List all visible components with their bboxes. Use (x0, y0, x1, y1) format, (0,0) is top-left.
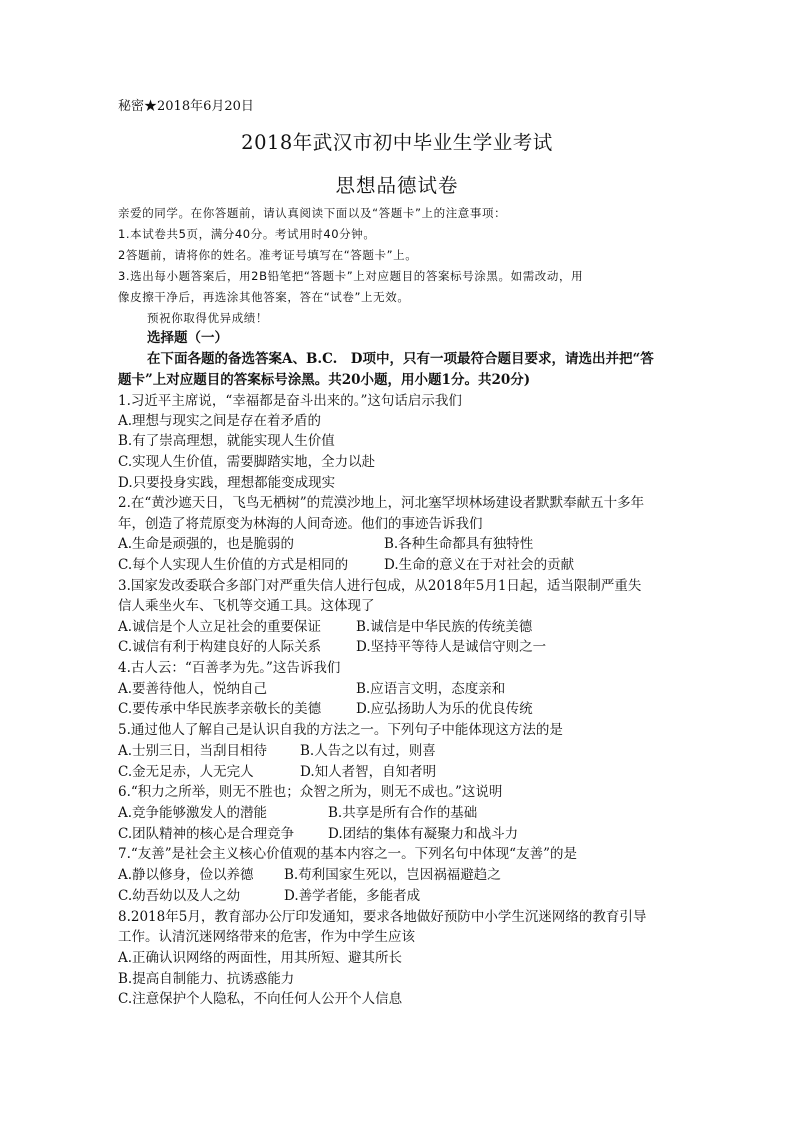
question-2-option-b: B.各种生命都具有独特性 (384, 536, 534, 552)
question-4-option-b: B.应语言文明，态度亲和 (356, 681, 506, 697)
question-4-option-a: A.要善待他人，悦纳自己 (118, 681, 268, 697)
exam-title: 2018年武汉市初中毕业生学业考试 (241, 131, 553, 154)
question-6-option-c: C.团队精神的核心是合理竞争 (118, 826, 295, 842)
question-5-option-b: B.人告之以有过，则喜 (300, 743, 436, 759)
question-8-option-b: B.提高自制能力、抗诱惑能力 (118, 971, 295, 987)
notice-item-2: 2答题前，请将你的姓名。准考证号填写在“答题卡”上。 (118, 248, 418, 262)
question-1-option-a: A.理想与现实之间是存在着矛盾的 (118, 413, 322, 429)
question-7-stem: 7.“友善”是社会主义核心价值观的基本内容之一。下列名句中体现“友善”的是 (118, 846, 577, 862)
section-instruction-line1: 在下面各题的备选答案A、B.C. D项中，只有一项最符合题目要求，请选出并把“答 (147, 351, 654, 367)
question-2-option-d: D.生命的意义在于对社会的贡献 (384, 557, 575, 573)
question-7-option-d: D.善学者能，多能者成 (284, 888, 421, 904)
question-2-option-a: A.生命是顽强的，也是脆弱的 (118, 536, 295, 552)
notice-wish: 预祝你取得优异成绩！ (147, 311, 268, 325)
question-6-stem: 6.“积力之所举，则无不胜也；众智之所为，则无不成也。”这说明 (118, 784, 503, 800)
question-1-stem: 1.习近平主席说，“幸福都是奋斗出来的。”这句话启示我们 (118, 393, 462, 409)
question-3-option-a: A.诚信是个人立足社会的重要保证 (118, 619, 322, 635)
question-8-option-c: C.注意保护个人隐私，不向任何人公开个人信息 (118, 991, 403, 1007)
question-4-option-c: C.要传承中华民族孝亲敬长的美德 (118, 701, 322, 717)
question-6-option-b: B.共享是所有合作的基础 (328, 805, 478, 821)
question-3-option-b: B.诚信是中华民族的传统美德 (356, 619, 533, 635)
notice-item-3-line2: 像皮擦干净后，再选涂其他答案，答在“试卷”上无效。 (118, 290, 410, 304)
question-3-stem-line2: 信人乘坐火车、飞机等交通工具。这体现了 (118, 598, 375, 614)
section-instruction-line2: 题卡”上对应题目的答案标号涂黑。共20小题，用小题1分。共20分) (118, 372, 531, 388)
question-5-option-a: A.士别三日，当刮目相待 (118, 743, 268, 759)
notice-item-1: 1.本试卷共5页，满分40分。考试用时40分钟。 (118, 227, 376, 241)
question-5-option-d: D.知人者智，自知者明 (300, 764, 437, 780)
section-heading: 选择题（一） (147, 330, 228, 346)
question-7-option-a: A.静以修身，俭以养德 (118, 867, 254, 883)
exam-subtitle: 思想品德试卷 (335, 174, 459, 197)
question-8-stem-line2: 工作。认清沉迷网络带来的危害，作为中学生应该 (118, 929, 415, 945)
question-1-option-b: B.有了崇高理想，就能实现人生价值 (118, 433, 335, 449)
notice-intro: 亲爱的同学。在你答题前，请认真阅读下面以及“答题卡”上的注意事项： (118, 206, 507, 220)
secret-date-line: 秘密★2018年6月20日 (118, 99, 254, 114)
question-2-option-c: C.每个人实现人生价值的方式是相同的 (118, 557, 349, 573)
question-8-stem-line1: 8.2018年5月，教育部办公厅印发通知，要求各地做好预防中小学生沉迷网络的教育引导 (118, 909, 647, 925)
question-3-stem-line1: 3.国家发改委联合多部门对严重失信人进行包成，从2018年5月1日起，适当限制严重失 (118, 578, 642, 594)
question-1-option-c: C.实现人生价值，需要脚踏实地，全力以赴 (118, 454, 376, 470)
question-7-option-c: C.幼吾幼以及人之幼 (118, 888, 241, 904)
notice-item-3-line1: 3.选出每小题答案后，用2B铅笔把“答题卡”上对应题目的答案标号涂黑。如需改动，用 (118, 269, 584, 283)
question-6-option-a: A.竞争能够激发人的潜能 (118, 805, 268, 821)
question-8-option-a: A.正确认识网络的两面性，用其所短、避其所长 (118, 950, 403, 966)
question-6-option-d: D.团结的集体有凝聚力和战斗力 (328, 826, 519, 842)
question-2-stem-line1: 2.在“黄沙遮天日，飞鸟无栖树”的荒漠沙地上，河北塞罕坝林场建设者默默奉献五十多年 (118, 495, 645, 511)
question-3-option-d: D.坚持平等待人是诚信守则之一 (356, 639, 547, 655)
question-5-option-c: C.金无足赤，人无完人 (118, 764, 254, 780)
question-7-option-b: B.苟利国家生死以，岂因祸福避趋之 (284, 867, 501, 883)
question-4-option-d: D.应弘扬助人为乐的优良传统 (356, 701, 533, 717)
question-5-stem: 5.通过他人了解自己是认识自我的方法之一。下列句子中能体现这方法的是 (118, 722, 563, 738)
question-1-option-d: D.只要投身实践，理想都能变成现实 (118, 475, 336, 491)
question-3-option-c: C.诚信有利于构建良好的人际关系 (118, 639, 322, 655)
question-4-stem: 4.古人云：“百善孝为先。”这告诉我们 (118, 660, 341, 676)
question-2-stem-line2: 年，创造了将荒原变为林海的人间奇迹。他们的事迹告诉我们 (118, 516, 483, 532)
